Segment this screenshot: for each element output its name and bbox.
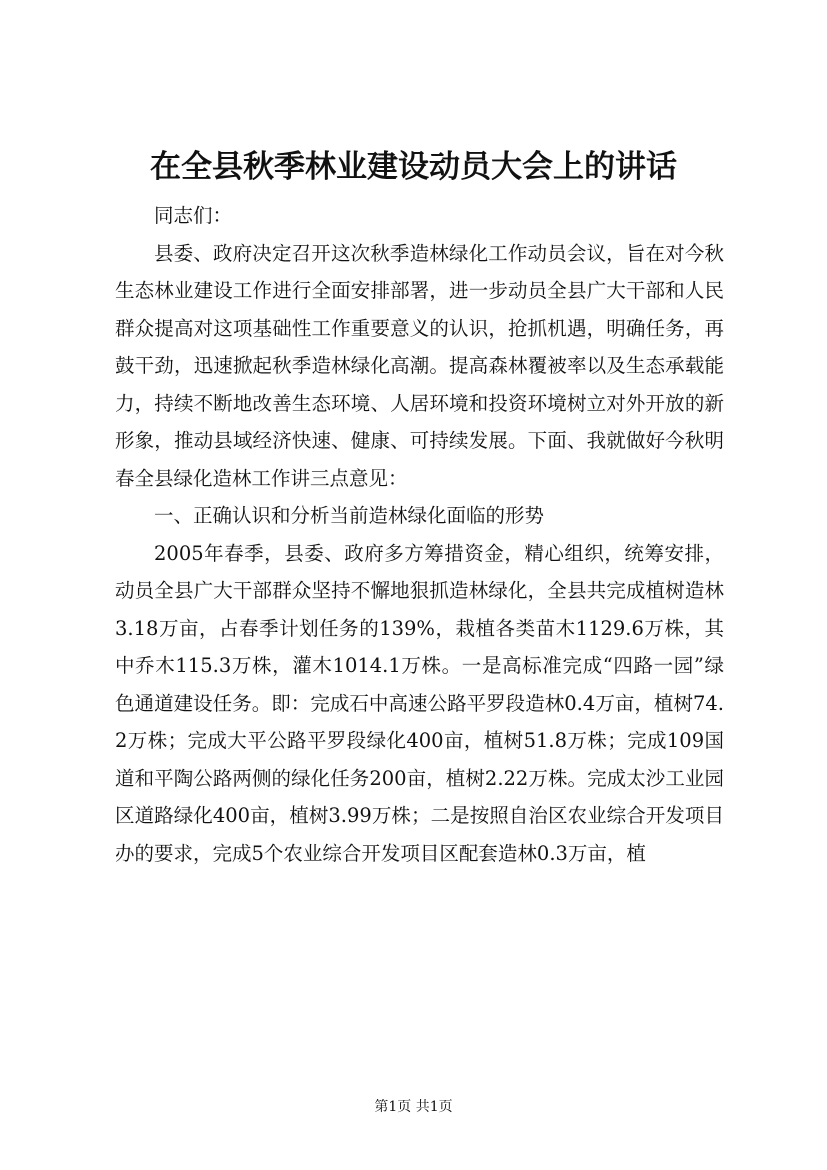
paragraph-achievements: 2005年春季，县委、政府多方筹措资金，精心组织，统筹安排，动员全县广大干部群众坚持不懈地狠抓造林绿化，全县共完成植树造林3.18万亩，占春季计划任务的139%，栽植各类苗木1129.6万株，其中乔木115.3万株，灌木1014.1万株。一是高标准完成“四路一园”绿色通道建设任务。即：完成石中高速公路平罗段造林0.4万亩，植树74.2万株；完成大平公路平罗段绿化400亩，植树51.8万株；完成109国道和平陶公路两侧的绿化任务200亩，植树2.22万株。完成太沙工业园区道路绿化400亩，植树3.99万株；二是按照自治区农业综合开发项目办的要求，完成5个农业综合开发项目区配套造林0.3万亩，植 [115,541,724,865]
page-title: 在全县秋季林业建设动员大会上的讲话 [150,149,677,185]
salutation: 同志们： [154,204,233,227]
paragraph-intro: 县委、政府决定召开这次秋季造林绿化工作动员会议，旨在对今秋生态林业建设工作进行全面安排部署，进一步动员全县广大干部和人民群众提高对这项基础性工作重要意义的认识，抢抓机遇，明确任务，再鼓干劲，迅速掀起秋季造林绿化高潮。提高森林覆被率以及生态承载能力，持续不断地改善生态环境、人居环境和投资环境树立对外开放的新形象，推动县域经济快速、健康、可持续发展。下面、我就做好今秋明春全县绿化造林工作讲三点意见： [115,241,724,490]
section-heading: 一、正确认识和分析当前造林绿化面临的形势 [154,504,545,527]
page-footer: 第1页 共1页 [374,1099,453,1115]
document-body [115,197,724,872]
